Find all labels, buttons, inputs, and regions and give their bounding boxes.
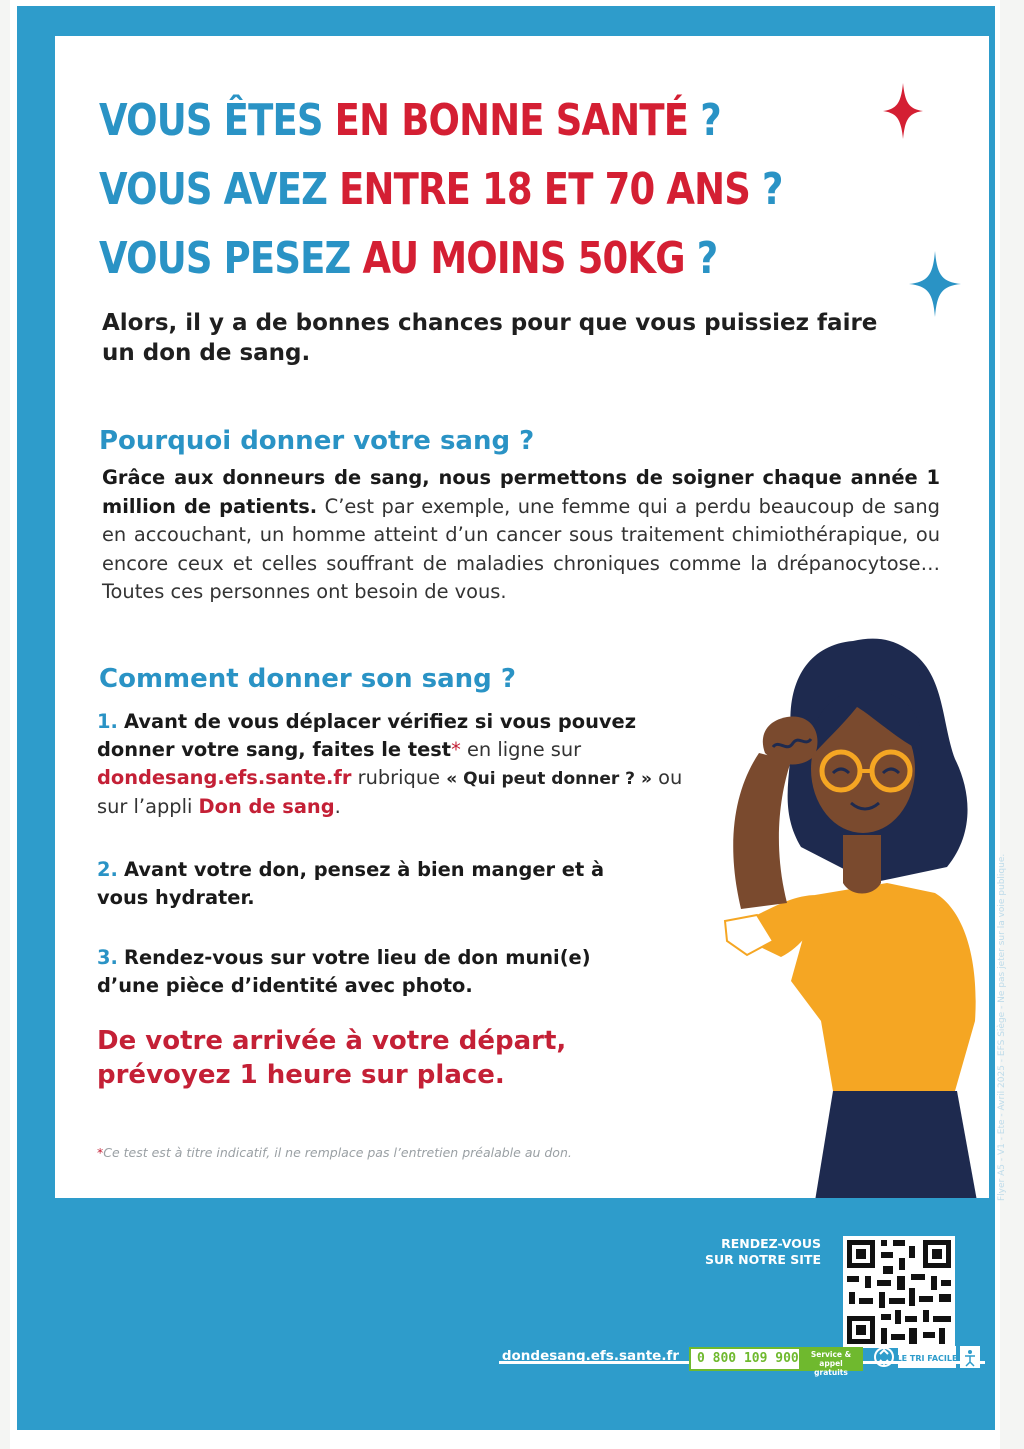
step-3 [97, 944, 647, 1000]
headline-line-1 [99, 86, 783, 155]
why-bold-text: Grâce aux donneurs de sang, nous permettons de soigner chaque année 1 million de patients. [102, 466, 940, 518]
step-1-mid: en ligne sur [466, 738, 582, 761]
intro-text: Alors, il y a de bonnes chances pour que vous puissiez faire un don de sang. [102, 310, 878, 366]
step-1-app-name: Don de sang [198, 795, 335, 818]
why-title: Pourquoi donner votre sang ? [99, 426, 535, 456]
footnote [97, 1145, 572, 1160]
free-line-1: Service & appel [810, 1350, 852, 1368]
blue-sparkle-icon [909, 251, 961, 317]
headline-3-question: ? [696, 233, 718, 284]
headline-2-question: ? [762, 164, 783, 215]
how-title: Comment donner son sang ? [99, 664, 516, 694]
headline-1-blue: VOUS ÊTES [99, 95, 323, 146]
step-1-appli: ou sur l’appli [97, 766, 683, 818]
content-panel [55, 36, 989, 1198]
step-3-number: 3. [97, 946, 118, 969]
footnote-text: Ce test est à titre indicatif, il ne remplace pas l’entretien préalable au don. [103, 1145, 572, 1160]
time-callout [97, 1024, 566, 1092]
headline-line-3 [99, 224, 783, 293]
headline-line-2 [99, 155, 783, 224]
footnote-star: * [97, 1145, 104, 1160]
headline-3-red: AU MOINS 50KG [362, 233, 685, 284]
footer-site-link[interactable]: dondesang.efs.sante.fr [501, 1348, 679, 1364]
step-2-number: 2. [97, 858, 118, 881]
free-call-badge [799, 1347, 863, 1377]
callout-line-1: De votre arrivée à votre départ, [97, 1026, 567, 1056]
step-3-text: Rendez-vous sur votre lieu de don muni(e) d’une pièce d’identité avec photo. [97, 946, 591, 997]
step-1-bold: Avant de vous déplacer vérifiez si vous pouvez donner votre sang, faites le test [97, 710, 636, 761]
headline-1-red: EN BONNE SANTÉ [334, 95, 689, 146]
flyer-frame [17, 6, 1007, 1430]
recycle-logo-icon [872, 1344, 982, 1370]
step-1-end: . [334, 795, 341, 818]
headline-1-question: ? [700, 95, 721, 146]
step-1-star: * [451, 738, 461, 761]
step-2-text: Avant votre don, pensez à bien manger et à vous hydrater. [97, 858, 605, 909]
site-call-to-action [677, 1236, 821, 1268]
why-text: C’est par exemple, une femme qui a perdu beaucoup de sang en accouchant, un homme atteint d’un cancer sous traitement chimiothérapique, ou encore ceux et celles souffrant de maladies chroniques comme la drépanocytose… Toutes ces personnes ont besoin de vous. [102, 494, 940, 604]
cta-line-2: SUR NOTRE SITE [705, 1252, 821, 1267]
free-line-2: gratuits [814, 1368, 848, 1377]
step-1 [97, 708, 697, 821]
qr-code-icon[interactable] [843, 1236, 955, 1348]
headline-2-red: ENTRE 18 ET 70 ANS [339, 164, 751, 215]
why-body [102, 464, 940, 607]
donor-illustration [675, 621, 989, 1198]
phone-number[interactable]: 0 800 109 900 [689, 1347, 807, 1371]
headline [99, 86, 913, 293]
step-1-url-link[interactable]: dondesang.efs.sante.fr [97, 766, 352, 789]
step-1-rubrique: rubrique [357, 766, 441, 789]
red-sparkle-icon [883, 83, 923, 139]
step-2 [97, 856, 637, 912]
step-1-number: 1. [97, 710, 118, 733]
step-1-quote: « Qui peut donner ? » [446, 769, 652, 789]
recycle-logo-text: LE TRI FACILE [896, 1354, 958, 1363]
callout-line-2: prévoyez 1 heure sur place. [97, 1060, 505, 1090]
headline-3-blue: VOUS PESEZ [99, 233, 351, 284]
cta-line-1: RENDEZ-VOUS [721, 1236, 821, 1251]
print-reference: Flyer A5 - V1 - Ete - Avril 2025 - EFS Siège - Ne pas jeter sur la voie publique. [997, 853, 1007, 1201]
accessibility-logo-icon [968, 1350, 972, 1354]
headline-2-blue: VOUS AVEZ [99, 164, 328, 215]
